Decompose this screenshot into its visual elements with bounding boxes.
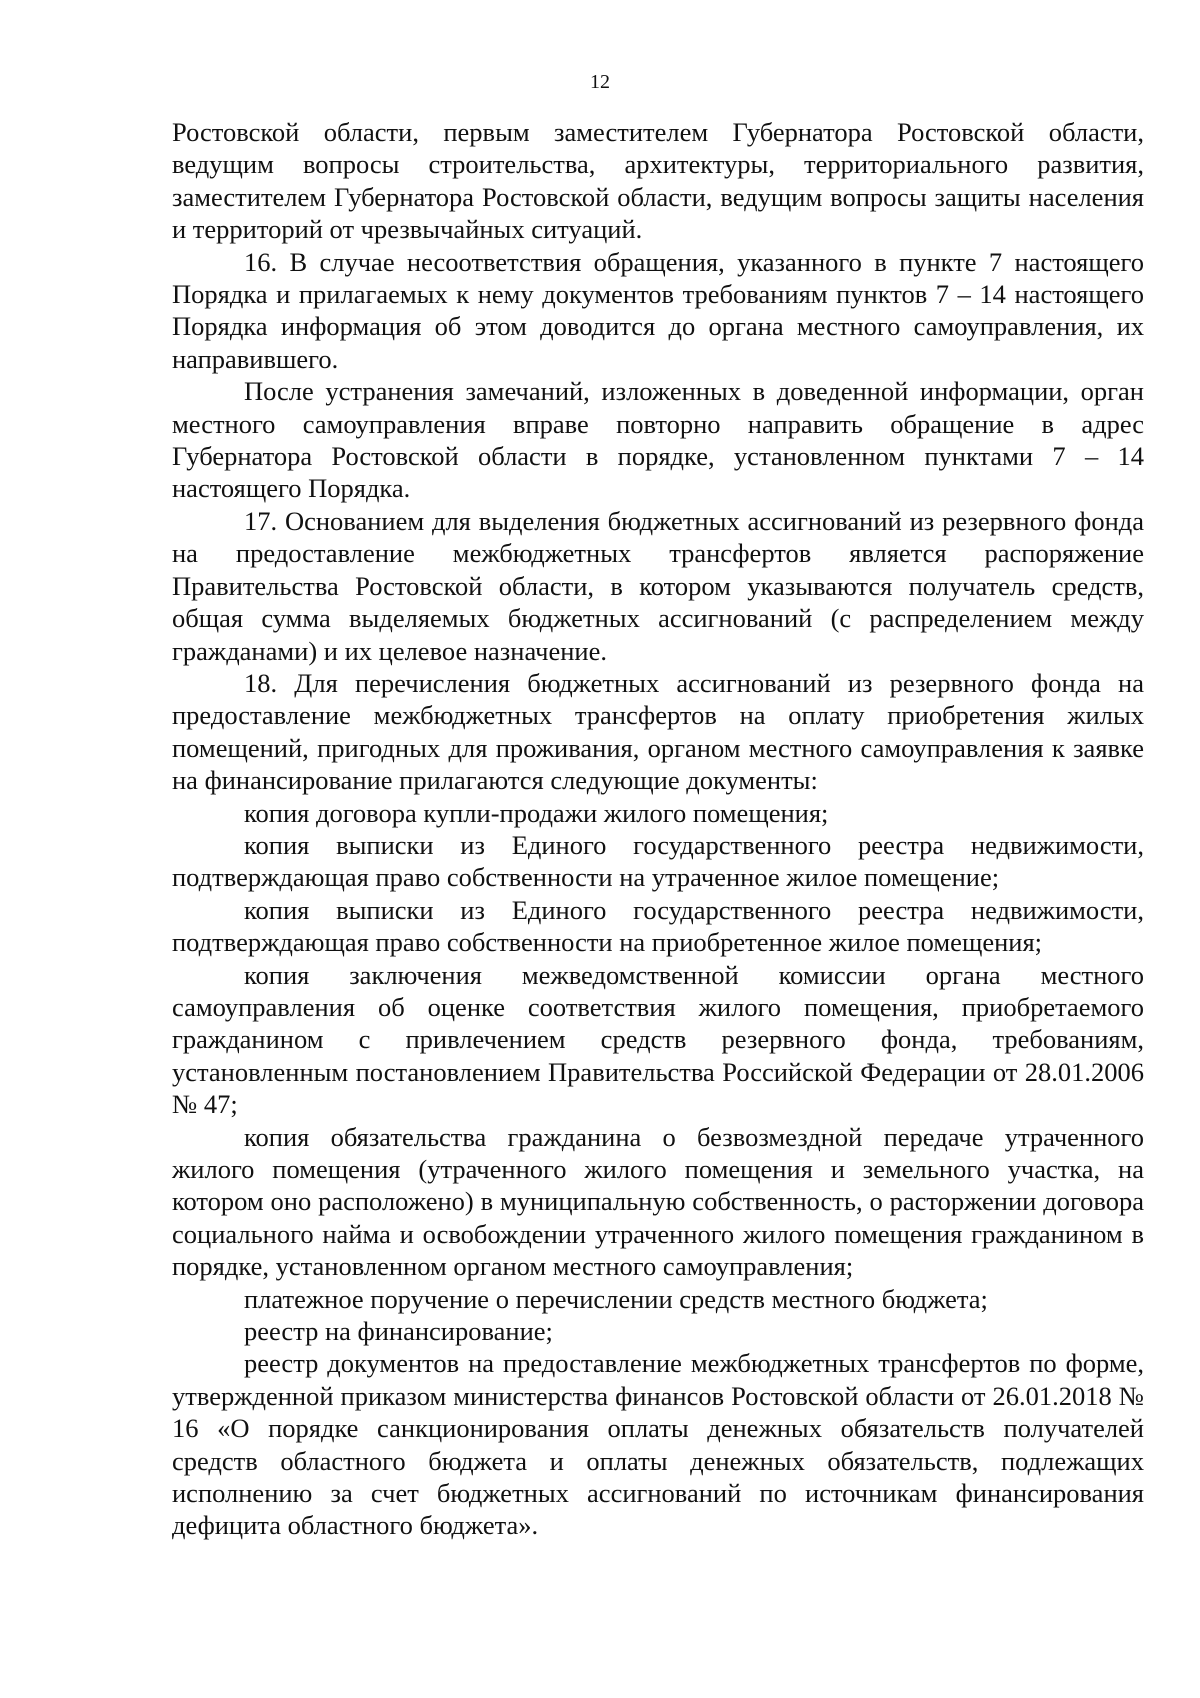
page-number: 12	[590, 71, 610, 93]
list-item-registry-extract-acquired: копия выписки из Единого государственного реестра недвижимости, подтверждающая право собственности на приобретенное жилое помещения;	[172, 894, 1144, 958]
list-item-financing-registry: реестр на финансирование;	[244, 1316, 553, 1347]
paragraph-resubmission: После устранения замечаний, изложенных в доведенной информации, орган местного самоуправления вправе повторно направить обращение в адрес Губернатора Ростовской области в порядке, установленном пунктами 7 – 14 настоящего Порядка.	[172, 376, 1144, 504]
list-item-payment-order: платежное поручение о перечислении средств местного бюджета;	[244, 1283, 988, 1314]
list-item-commission-conclusion: копия заключения межведомственной комиссии органа местного самоуправления об оценке соответствия жилого помещения, приобретаемого гражданином с привлечением средств резервного фонда, требованиям, установленным постановлением Правительства Российской Федерации от 28.01.2006 № 47;	[172, 959, 1144, 1120]
list-item-purchase-contract: копия договора купли-продажи жилого помещения;	[244, 797, 829, 828]
document-body	[172, 116, 1144, 1542]
paragraph-item-18: 18. Для перечисления бюджетных ассигнований из резервного фонда на предоставление межбюджетных трансфертов на оплату приобретения жилых помещений, пригодных для проживания, органом местного самоуправления к заявке на финансирование прилагаются следующие документы:	[172, 667, 1144, 796]
paragraph-continuation: Ростовской области, первым заместителем Губернатора Ростовской области, ведущим вопросы строительства, архитектуры, территориального развития, заместителем Губернатора Ростовской области, ведущим вопросы защиты населения и территорий от чрезвычайных ситуаций.	[172, 117, 1144, 245]
list-item-documents-registry: реестр документов на предоставление межбюджетных трансфертов по форме, утвержденной приказом министерства финансов Ростовской области от 26.01.2018 № 16 «О порядке санкционирования оплаты денежных обязательств получателей средств областного бюджета и оплаты денежных обязательств, подлежащих исполнению за счет бюджетных ассигнований по источникам финансирования дефицита областного бюджета».	[172, 1348, 1144, 1541]
list-item-citizen-obligation: копия обязательства гражданина о безвозмездной передаче утраченного жилого помещения (утраченного жилого помещения и земельного участка, на котором оно расположено) в муниципальную собственность, о расторжении договора социального найма и освобождении утраченного жилого помещения гражданином в порядке, установленном органом местного самоуправления;	[172, 1121, 1144, 1282]
list-item-registry-extract-lost: копия выписки из Единого государственного реестра недвижимости, подтверждающая право собственности на утраченное жилое помещение;	[172, 829, 1144, 893]
paragraph-item-16: 16. В случае несоответствия обращения, указанного в пункте 7 настоящего Порядка и прилагаемых к нему документов требованиям пунктов 7 – 14 настоящего Порядка информация об этом доводится до органа местного самоуправления, их направившего.	[172, 246, 1144, 374]
paragraph-item-17: 17. Основанием для выделения бюджетных ассигнований из резервного фонда на предоставление межбюджетных трансфертов является распоряжение Правительства Ростовской области, в котором указываются получатель средств, общая сумма выделяемых бюджетных ассигнований (с распределением между гражданами) и их целевое назначение.	[172, 505, 1144, 666]
